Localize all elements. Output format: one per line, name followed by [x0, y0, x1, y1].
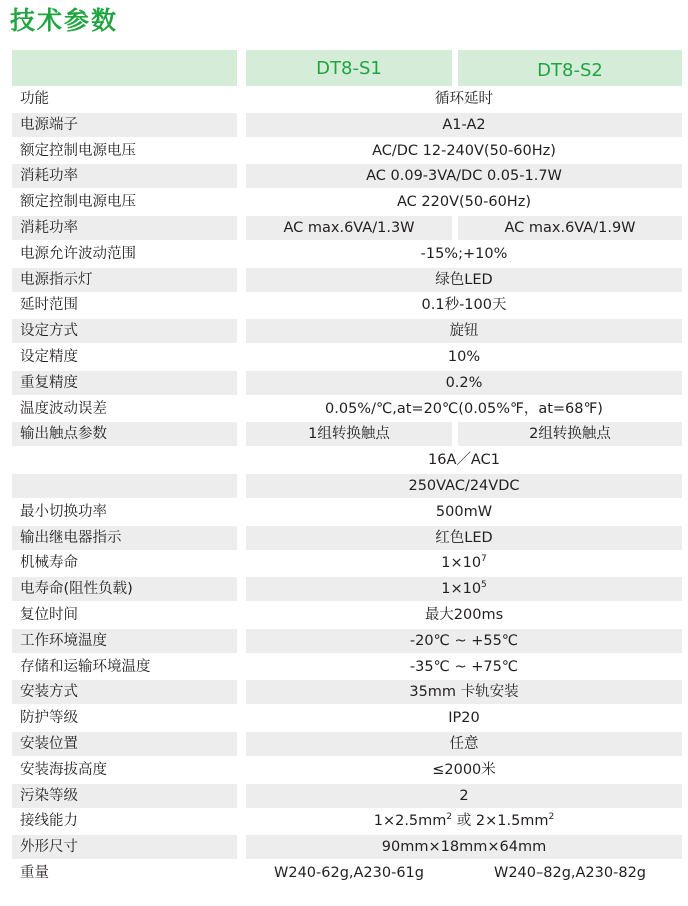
- spec-label: 复位时间: [20, 606, 78, 623]
- spec-label: 重复精度: [12, 371, 237, 395]
- spec-row: [12, 448, 682, 472]
- value-text: -20℃ ~ +55℃: [409, 632, 519, 649]
- spec-value-s1: AC max.6VA/1.3W: [246, 216, 452, 240]
- spec-label: 输出触点参数: [12, 422, 237, 446]
- spec-value: [246, 139, 682, 163]
- spec-row: [12, 680, 682, 704]
- spec-value: [246, 835, 682, 859]
- spec-label: [12, 474, 237, 498]
- spec-value: [246, 474, 682, 498]
- header-label-cell: [12, 50, 237, 86]
- spec-row: [12, 603, 682, 627]
- spec-value-s1: W240-62g,A230-61g: [274, 864, 424, 881]
- spec-label: 接线能力: [20, 813, 78, 830]
- spec-value: [246, 629, 682, 653]
- value-text: 35mm 卡轨安装: [409, 684, 519, 701]
- value-text: 2: [459, 787, 469, 804]
- spec-value: [246, 500, 682, 524]
- spec-row: [12, 784, 682, 808]
- exponent: 5: [481, 580, 487, 591]
- spec-label: 电源端子: [12, 113, 237, 137]
- spec-row: [12, 397, 682, 421]
- spec-value: [246, 113, 682, 137]
- spec-row: [12, 474, 682, 498]
- spec-value: [246, 164, 682, 188]
- value-text: 10%: [447, 348, 481, 365]
- value-text: 0.2%: [445, 374, 483, 391]
- header-model-s2-text: DT8-S2: [537, 60, 603, 81]
- spec-value: [246, 706, 682, 730]
- value-text: 任意: [449, 735, 479, 752]
- spec-value: [246, 371, 682, 395]
- superscript: 2: [548, 812, 555, 823]
- spec-row: [12, 706, 682, 730]
- spec-row: [12, 113, 682, 137]
- spec-label: 安装位置: [12, 732, 237, 756]
- value-text: 16A／AC1: [428, 452, 500, 469]
- spec-label: 机械寿命: [20, 555, 78, 572]
- spec-row: [12, 655, 682, 679]
- value-text: AC 220V(50-60Hz): [397, 194, 531, 211]
- value-text: 250VAC/24VDC: [408, 477, 520, 494]
- spec-row: [12, 87, 682, 111]
- spec-label: 重量: [20, 864, 49, 881]
- spec-label: 安装海拔高度: [20, 761, 107, 778]
- spec-value: [246, 87, 682, 111]
- spec-value: [246, 758, 682, 782]
- spec-row: [12, 500, 682, 524]
- value-text: 1×10: [441, 555, 482, 572]
- value-part: 1×2.5mm: [373, 813, 447, 830]
- spec-row: [12, 732, 682, 756]
- header-model-s1-text: DT8-S1: [316, 58, 382, 79]
- spec-value: [246, 448, 682, 472]
- spec-value: [246, 319, 682, 343]
- spec-row: [12, 190, 682, 214]
- spec-row: [12, 758, 682, 782]
- value-text: 红色LED: [435, 529, 493, 546]
- spec-label: 额定控制电源电压: [20, 194, 136, 211]
- spec-label: 设定方式: [12, 319, 237, 343]
- value-text: 旋钮: [449, 323, 479, 340]
- spec-value: [246, 526, 682, 550]
- spec-label: 温度波动误差: [20, 400, 107, 417]
- value-text: 1×10: [441, 581, 482, 598]
- spec-value: [246, 293, 682, 317]
- value-text: 0.05%/℃,at=20℃(0.05%℉，at=68℉): [325, 400, 603, 417]
- spec-row: [12, 422, 682, 446]
- spec-row: [12, 345, 682, 369]
- spec-value: [246, 242, 682, 266]
- spec-value-s2: W240–82g,A230-82g: [493, 864, 646, 881]
- spec-row: [12, 809, 682, 833]
- value-text: AC 0.09-3VA/DC 0.05-1.7W: [366, 168, 562, 185]
- spec-row: [12, 242, 682, 266]
- spec-row: [12, 526, 682, 550]
- spec-label: 消耗功率: [12, 216, 237, 240]
- spec-label: [12, 448, 237, 472]
- value-text: 90mm×18mm×64mm: [381, 839, 547, 856]
- spec-row: [12, 629, 682, 653]
- value-text: -15%;+10%: [420, 245, 508, 262]
- spec-label: 污染等级: [12, 784, 237, 808]
- superscript: 2: [446, 812, 453, 823]
- spec-value: [246, 603, 682, 627]
- spec-value: [246, 551, 682, 575]
- spec-value: [246, 784, 682, 808]
- spec-row: [12, 861, 682, 885]
- value-text: 0.1秒-100天: [421, 297, 507, 314]
- spec-label: 安装方式: [12, 680, 237, 704]
- value-text: IP20: [448, 710, 480, 727]
- spec-label: 防护等级: [20, 710, 78, 727]
- spec-label: 消耗功率: [12, 164, 237, 188]
- spec-value: [246, 577, 682, 601]
- spec-value: [246, 655, 682, 679]
- spec-row: [12, 835, 682, 859]
- spec-label: 延时范围: [20, 297, 78, 314]
- value-text: 循环延时: [435, 91, 493, 107]
- spec-label: 电源指示灯: [12, 268, 237, 292]
- spec-value-s2: 2组转换触点: [458, 422, 682, 446]
- spec-row: [12, 164, 682, 188]
- spec-label: 工作环境温度: [12, 629, 237, 653]
- spec-value: [246, 190, 682, 214]
- spec-row: [12, 293, 682, 317]
- value-part: 或 2×1.5mm: [452, 813, 549, 830]
- header-model-s2: [458, 50, 682, 86]
- spec-row: [12, 268, 682, 292]
- value-text: 500mW: [435, 503, 493, 520]
- spec-label: 外形尺寸: [12, 835, 237, 859]
- spec-label: 电寿命(阻性负载): [12, 577, 237, 601]
- spec-value: [246, 732, 682, 756]
- section-title: 技术参数: [10, 6, 119, 35]
- header-model-s1: [246, 50, 452, 86]
- exponent: 7: [481, 554, 487, 565]
- spec-value: [246, 680, 682, 704]
- spec-row: [12, 319, 682, 343]
- spec-label: 输出继电器指示: [12, 526, 237, 550]
- spec-label: 设定精度: [20, 348, 78, 365]
- spec-value: [246, 397, 682, 421]
- spec-row: [12, 551, 682, 575]
- value-text: AC/DC 12-240V(50-60Hz): [372, 142, 556, 159]
- spec-value-s2: AC max.6VA/1.9W: [458, 216, 682, 240]
- spec-table: [12, 87, 682, 887]
- spec-row: [12, 577, 682, 601]
- spec-label: 电源允许波动范围: [20, 245, 136, 262]
- value-text: A1-A2: [442, 116, 486, 133]
- spec-label: 存储和运输环境温度: [20, 658, 151, 675]
- spec-label: 额定控制电源电压: [20, 142, 136, 159]
- value-text: 最大200ms: [424, 606, 504, 623]
- spec-label: 功能: [20, 91, 49, 107]
- spec-value: [246, 809, 682, 833]
- spec-row: [12, 139, 682, 163]
- value-text: 绿色LED: [435, 271, 493, 288]
- value-text: -35℃ ~ +75℃: [409, 658, 519, 675]
- spec-value: [246, 268, 682, 292]
- spec-value-s1: 1组转换触点: [246, 422, 452, 446]
- spec-value: [246, 345, 682, 369]
- value-text: ≤2000米: [432, 761, 496, 778]
- spec-row: [12, 216, 682, 240]
- spec-row: [12, 371, 682, 395]
- spec-label: 最小切换功率: [20, 503, 107, 520]
